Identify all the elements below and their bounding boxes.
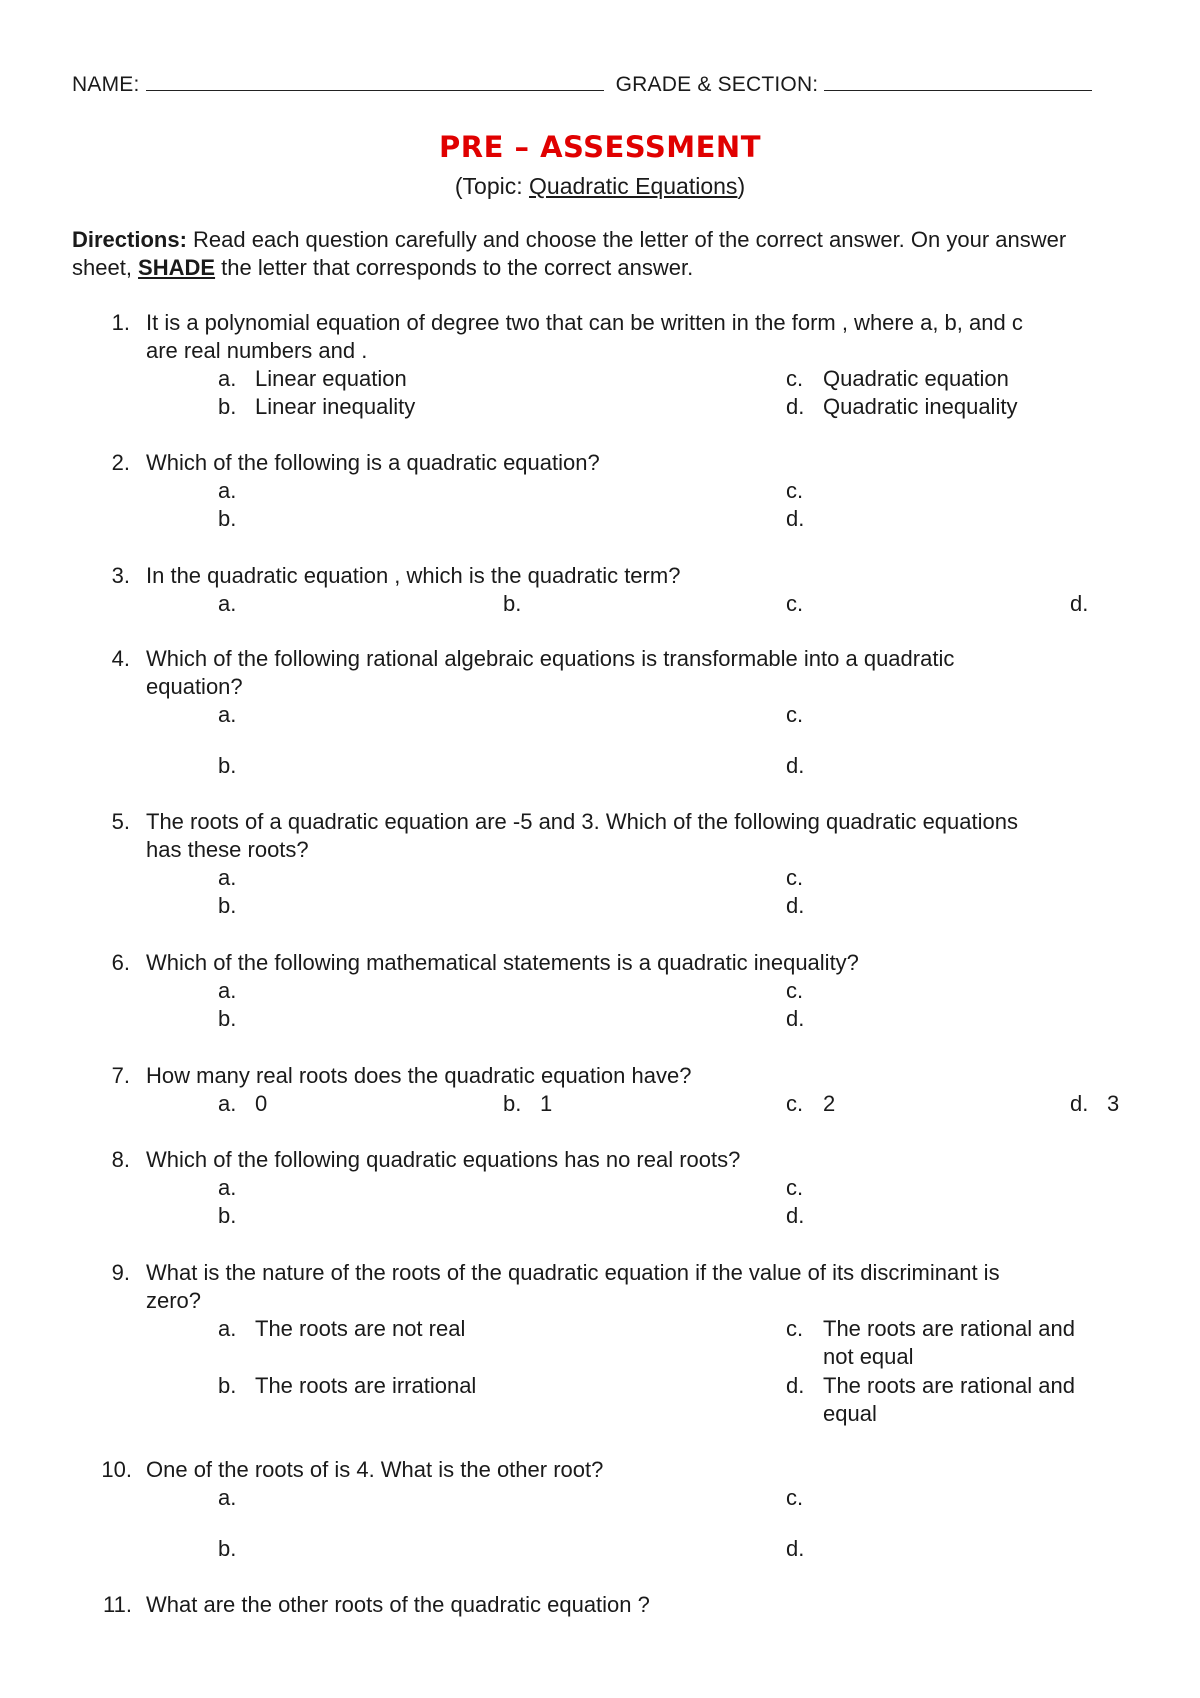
question-number: 3. [111, 563, 130, 588]
option-letter[interactable]: d. [786, 394, 805, 419]
page-title: PRE – ASSESSMENT [438, 130, 761, 164]
option-letter[interactable]: c. [786, 366, 804, 391]
option-letter[interactable]: c. [786, 702, 804, 727]
option-letter[interactable]: a. [218, 702, 237, 727]
name-blank[interactable] [146, 70, 604, 91]
question-text: Which of the following is a quadratic equation? [146, 450, 600, 475]
option-letter[interactable]: c. [786, 591, 804, 616]
option-text[interactable]: Quadratic equation [823, 366, 1009, 391]
question-text: Which of the following rational algebraic equations is transformable into a quadratic [146, 646, 955, 671]
question-number: 11. [103, 1592, 132, 1617]
option-letter[interactable]: d. [786, 1006, 805, 1031]
option-letter[interactable]: b. [503, 591, 522, 616]
option-text[interactable]: The roots are rational and [823, 1373, 1075, 1398]
option-letter[interactable]: b. [218, 1536, 237, 1561]
topic-name: Quadratic Equations [529, 173, 738, 199]
question-text: Which of the following mathematical statements is a quadratic inequality? [146, 950, 859, 975]
question-text: What is the nature of the roots of the quadratic equation if the value of its discriminant is [146, 1260, 1000, 1285]
option-letter[interactable]: a. [218, 591, 237, 616]
option-letter[interactable]: a. [218, 1485, 237, 1510]
option-letter[interactable]: a. [218, 366, 237, 391]
option-text[interactable]: The roots are rational and [823, 1316, 1075, 1341]
directions-emphasis: SHADE [138, 255, 216, 280]
option-letter[interactable]: d. [1070, 591, 1089, 616]
option-letter[interactable]: b. [218, 753, 237, 778]
question-text: In the quadratic equation , which is the quadratic term? [146, 563, 681, 588]
question-text-line-2: are real numbers and . [146, 338, 368, 363]
option-letter[interactable]: a. [218, 1316, 237, 1341]
question-number: 7. [111, 1063, 130, 1088]
option-letter[interactable]: b. [218, 1373, 237, 1398]
directions [72, 226, 1122, 282]
question-text: It is a polynomial equation of degree two that can be written in the form , where a, b, and c [146, 310, 1023, 335]
grade-section-label: GRADE & SECTION: [615, 73, 819, 96]
option-letter[interactable]: d. [786, 1373, 805, 1398]
question-number: 2. [111, 450, 130, 475]
question-text-line-2: zero? [146, 1288, 202, 1313]
option-text[interactable]: Quadratic inequality [823, 394, 1018, 419]
question-number: 6. [111, 950, 130, 975]
option-letter[interactable]: d. [786, 893, 805, 918]
question-text: Which of the following quadratic equations has no real roots? [146, 1147, 741, 1172]
option-letter[interactable]: a. [218, 1175, 237, 1200]
option-text[interactable]: 1 [540, 1091, 553, 1116]
question-number: 4. [111, 646, 130, 671]
option-letter[interactable]: a. [218, 1091, 237, 1116]
directions-label: Directions: [72, 227, 187, 252]
question-number: 8. [111, 1147, 130, 1172]
option-letter[interactable]: b. [218, 394, 237, 419]
option-letter[interactable]: d. [1070, 1091, 1089, 1116]
option-letter[interactable]: b. [218, 1203, 237, 1228]
question-text-line-2: has these roots? [146, 837, 309, 862]
option-letter[interactable]: d. [786, 506, 805, 531]
directions-text-2: the letter that corresponds to the correct answer. [215, 255, 694, 280]
option-text-line-2[interactable]: equal [823, 1401, 877, 1426]
student-info-header [72, 70, 1092, 97]
question-number: 9. [111, 1260, 130, 1285]
option-text[interactable]: 3 [1107, 1091, 1120, 1116]
option-letter[interactable]: a. [218, 478, 237, 503]
option-letter[interactable]: b. [218, 506, 237, 531]
topic-prefix: (Topic: [454, 173, 530, 199]
question-number: 1. [111, 310, 130, 335]
option-letter[interactable]: b. [218, 1006, 237, 1031]
option-letter[interactable]: d. [786, 753, 805, 778]
grade-section-blank[interactable] [824, 70, 1092, 91]
option-text[interactable]: The roots are irrational [255, 1373, 477, 1398]
directions-text-1: Read each question carefully and choose the letter of the correct answer. On your answer sheet, [72, 227, 1067, 280]
option-letter[interactable]: a. [218, 865, 237, 890]
question-text: What are the other roots of the quadratic equation ? [146, 1592, 650, 1617]
option-letter[interactable]: c. [786, 865, 804, 890]
option-text[interactable]: Linear inequality [255, 394, 416, 419]
option-letter[interactable]: b. [218, 893, 237, 918]
topic-suffix: ) [737, 173, 746, 199]
option-letter[interactable]: c. [786, 1091, 804, 1116]
option-text[interactable]: The roots are not real [255, 1316, 466, 1341]
question-text: The roots of a quadratic equation are -5 and 3. Which of the following quadratic equations [146, 809, 1018, 834]
topic-line [0, 173, 1200, 200]
question-number: 5. [111, 809, 130, 834]
question-text: How many real roots does the quadratic equation have? [146, 1063, 692, 1088]
option-text-line-2[interactable]: not equal [823, 1344, 914, 1369]
option-letter[interactable]: b. [503, 1091, 522, 1116]
option-letter[interactable]: d. [786, 1203, 805, 1228]
option-letter[interactable]: c. [786, 478, 804, 503]
option-letter[interactable]: c. [786, 1175, 804, 1200]
question-text-line-2: equation? [146, 674, 243, 699]
question-number: 10. [101, 1457, 132, 1482]
option-letter[interactable]: c. [786, 978, 804, 1003]
option-letter[interactable]: c. [786, 1316, 804, 1341]
name-label: NAME: [72, 73, 140, 96]
option-letter[interactable]: a. [218, 978, 237, 1003]
option-letter[interactable]: d. [786, 1536, 805, 1561]
option-text[interactable]: 0 [255, 1091, 268, 1116]
question-text: One of the roots of is 4. What is the other root? [146, 1457, 604, 1482]
option-letter[interactable]: c. [786, 1485, 804, 1510]
option-text[interactable]: 2 [823, 1091, 836, 1116]
option-text[interactable]: Linear equation [255, 366, 407, 391]
